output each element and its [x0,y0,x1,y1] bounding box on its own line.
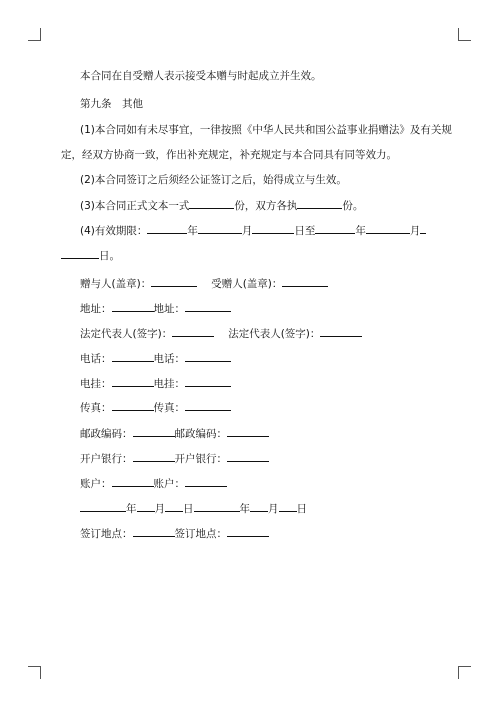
donor-bank-label: 开户银行： [80,453,133,465]
telegraph-row [80,375,231,391]
date-row [80,500,307,516]
paragraph-effective: 本合同在自受赠人表示接受本赠与时起成立并生效。 [80,70,322,82]
end-day-blank[interactable] [61,247,99,259]
start-year-label: 年 [187,225,198,237]
recipient-address-label: 地址： [153,303,185,315]
donor-month-label: 月 [154,503,165,515]
clause-3-prefix: (3)本合同正式文本一式 [80,200,190,212]
seal-row [80,275,328,291]
legal-rep-row [80,325,362,341]
recipient-month-label: 月 [268,503,279,515]
clause-1-line-1: (1)本合同如有未尽事宜，一律按照《中华人民共和国公益事业捐赠法》及有关规 [80,124,452,136]
donor-place-label: 签订地点： [80,528,133,540]
donor-postcode-label: 邮政编码： [80,428,133,440]
donor-bank-blank[interactable] [133,450,175,462]
donor-postcode-blank[interactable] [133,425,175,437]
start-month-blank[interactable] [198,222,242,234]
crop-mark-bottom-left [28,666,41,679]
clause-3-suffix: 份。 [342,200,364,212]
address-row [80,300,231,316]
recipient-phone-label: 电话： [153,353,185,365]
recipient-bank-label: 开户银行： [174,453,227,465]
place-row [80,525,269,541]
recipient-seal-blank[interactable] [282,275,328,287]
recipient-account-label: 账户： [153,478,185,490]
donor-seal-blank[interactable] [151,275,197,287]
donor-address-blank[interactable] [112,300,154,312]
donor-legal-rep-blank[interactable] [172,325,214,337]
recipient-account-blank[interactable] [185,475,227,487]
donor-legal-rep-label: 法定代表人(签字)： [80,328,173,340]
end-year-blank[interactable] [315,222,355,234]
crop-mark-top-right [458,28,471,41]
recipient-bank-blank[interactable] [227,450,269,462]
end-day-label: 日。 [99,250,120,262]
recipient-phone-blank[interactable] [185,350,231,362]
recipient-seal-label: 受赠人(盖章)： [211,278,283,290]
donor-telegraph-blank[interactable] [112,375,154,387]
end-month-tail-blank[interactable] [420,222,426,234]
recipient-telegraph-blank[interactable] [185,375,231,387]
recipient-month-blank[interactable] [250,500,268,512]
clause-2: (2)本合同签订之后须经公证签订之后，始得成立与生效。 [80,174,347,186]
donor-phone-label: 电话： [80,353,112,365]
copies-total-blank[interactable] [189,197,234,209]
recipient-place-label: 签订地点： [174,528,227,540]
clause-1-line-2: 定，经双方协商一致，作出补充规定，补充规定与本合同具有同等效力。 [61,149,397,161]
donor-account-blank[interactable] [112,475,154,487]
recipient-address-blank[interactable] [185,300,231,312]
start-day-to-label: 日至 [294,225,316,237]
donor-address-label: 地址： [80,303,112,315]
donor-day-blank[interactable] [165,500,183,512]
recipient-postcode-label: 邮政编码： [174,428,227,440]
recipient-fax-label: 传真： [153,402,185,414]
donor-place-blank[interactable] [133,525,175,537]
account-row [80,475,227,491]
donor-fax-label: 传真： [80,402,112,414]
article-nine-heading: 第九条 其他 [80,98,143,110]
donor-telegraph-label: 电挂： [80,378,112,390]
copies-each-blank[interactable] [297,197,342,209]
start-day-blank[interactable] [252,222,294,234]
donor-phone-blank[interactable] [112,350,154,362]
recipient-year-label: 年 [239,503,250,515]
bank-row [80,450,269,466]
recipient-legal-rep-label: 法定代表人(签字)： [228,328,321,340]
clause-3 [80,197,363,213]
fax-row [80,399,231,415]
recipient-telegraph-label: 电挂： [153,378,185,390]
recipient-day-blank[interactable] [279,500,297,512]
postcode-row [80,425,269,441]
phone-row [80,350,231,366]
donor-month-blank[interactable] [137,500,155,512]
recipient-legal-rep-blank[interactable] [320,325,362,337]
recipient-fax-blank[interactable] [185,399,231,411]
clause-4 [80,222,426,238]
start-year-blank[interactable] [147,222,187,234]
donor-day-label: 日 [183,503,194,515]
clause-4-prefix: (4)有效期限： [80,225,148,237]
donor-seal-label: 赠与人(盖章)： [80,278,152,290]
crop-mark-bottom-right [458,666,471,679]
donor-year-label: 年 [126,503,137,515]
recipient-postcode-blank[interactable] [227,425,269,437]
donor-account-label: 账户： [80,478,112,490]
end-month-blank[interactable] [366,222,410,234]
end-month-label: 月 [409,225,421,237]
clause-3-mid: 份，双方各执 [234,200,298,212]
clause-4-line-2 [61,247,120,263]
donor-year-blank[interactable] [80,500,126,512]
start-month-label: 月 [241,225,253,237]
recipient-year-blank[interactable] [194,500,240,512]
end-year-label: 年 [355,225,366,237]
donor-fax-blank[interactable] [112,399,154,411]
recipient-place-blank[interactable] [227,525,269,537]
recipient-day-label: 日 [296,503,307,515]
crop-mark-top-left [28,28,41,41]
